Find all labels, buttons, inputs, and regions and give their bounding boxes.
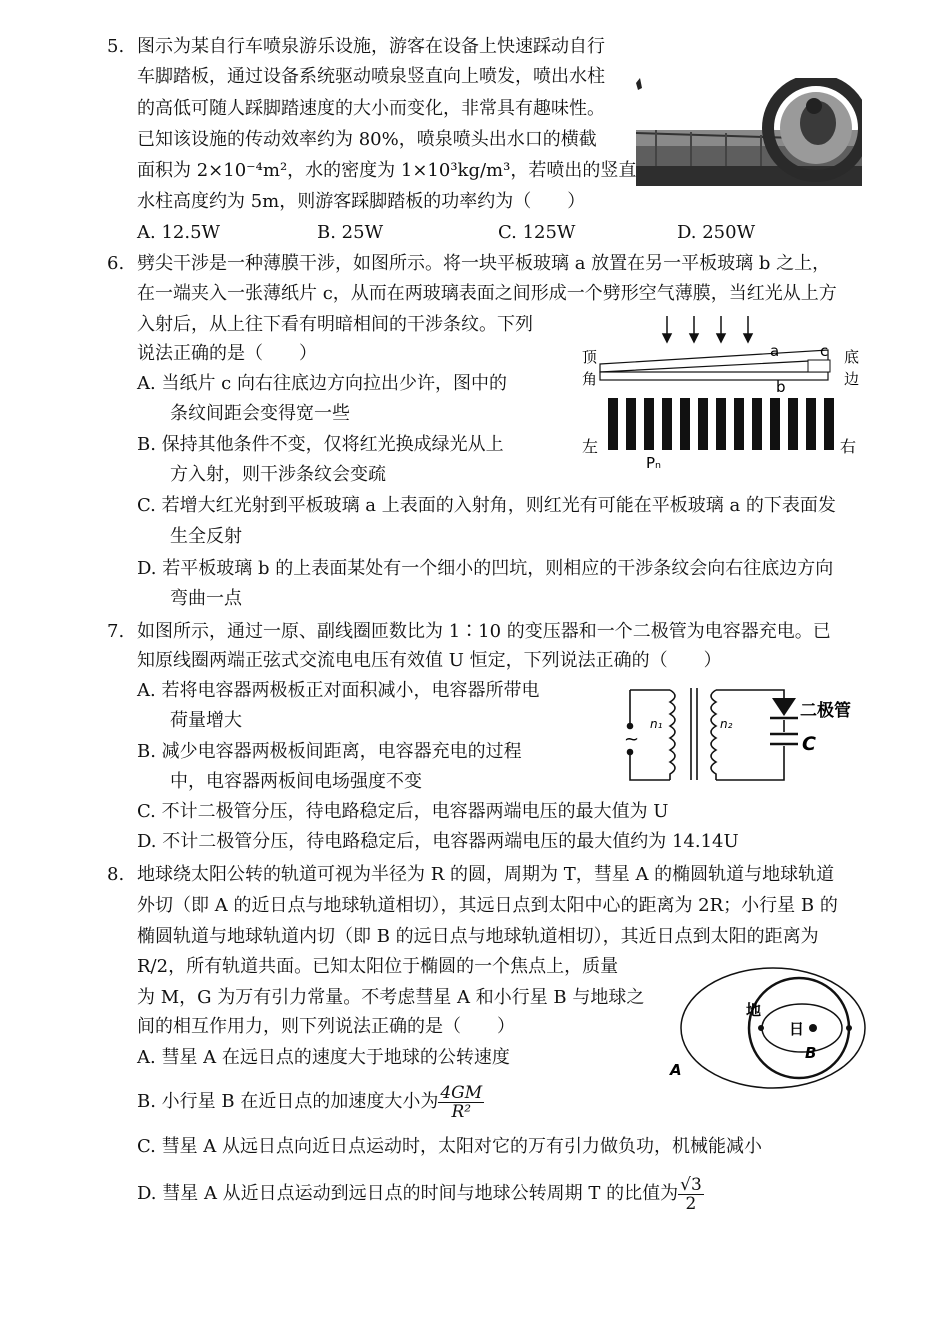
q5-line-2: 车脚踏板，通过设备系统驱动喷泉竖直向上喷发，喷出水柱 — [137, 66, 605, 87]
fringe-stripe — [806, 398, 816, 450]
label-top-corner-1: 顶 — [582, 348, 598, 366]
q6-line-2: 在一端夹入一张薄纸片 c，从而在两玻璃表面之间形成一个劈形空气薄膜，当红光从上方 — [137, 283, 837, 304]
q6-line-4: 说法正确的是（ ） — [137, 343, 317, 364]
incident-light-arrows — [663, 316, 752, 342]
q6-option-c: C. 若增大红光射到平板玻璃 a 上表面的入射角，则红光有可能在平板玻璃 a 的下表面发 — [137, 495, 836, 516]
transformer-circuit-figure — [612, 676, 862, 788]
q6-option-a-cont: 条纹间距会变得宽一些 — [170, 403, 350, 424]
label-a: A — [670, 1061, 682, 1079]
q7-option-d: D. 不计二极管分压，待电路稳定后，电容器两端电压的最大值约为 14.14U — [137, 831, 739, 852]
ac-source-icon: ~ — [624, 729, 640, 750]
q5-option-d: D. 250W — [677, 222, 756, 243]
q8-option-a: A. 彗星 A 在远日点的速度大于地球的公转速度 — [137, 1047, 510, 1068]
q5-line-3: 的高低可随人踩脚踏速度的大小而变化，非常具有趣味性。 — [137, 98, 605, 119]
label-bottom-edge-2: 边 — [844, 370, 860, 388]
label-b: b — [776, 378, 786, 396]
q8-option-b — [137, 1082, 484, 1122]
interference-fringes — [608, 398, 834, 450]
q8-option-b-fraction — [438, 1084, 484, 1121]
fringe-stripe — [662, 398, 672, 450]
fringe-stripe — [752, 398, 762, 450]
q8-option-d-numerator: √3 — [680, 1174, 702, 1195]
label-right: 右 — [840, 437, 857, 456]
earth-point-left — [758, 1025, 764, 1031]
q8-line-1: 地球绕太阳公转的轨道可视为半径为 R 的圆，周期为 T，彗星 A 的椭圆轨道与地球轨道 — [137, 864, 835, 885]
q7-line-1: 如图所示，通过一原、副线圈匝数比为 1∶10 的变压器和一个二极管为电容器充电。已 — [137, 621, 831, 642]
q8-option-d-fraction — [678, 1176, 704, 1213]
bicycle-fountain-photo — [636, 78, 862, 186]
label-n1: n₁ — [650, 717, 663, 731]
orbit-figure — [664, 965, 869, 1095]
q5-option-b: B. 25W — [317, 222, 384, 243]
q5-option-c: C. 125W — [498, 222, 576, 243]
glass-plate-a — [600, 350, 828, 372]
label-n2: n₂ — [720, 717, 733, 731]
label-pn: Pₙ — [646, 454, 662, 472]
glass-plate-b — [600, 372, 828, 380]
q7-number: 7. — [107, 621, 125, 642]
q5-line-4: 已知该设施的传动效率约为 80%，喷泉喷头出水口的横截 — [137, 129, 597, 150]
fringe-stripe — [680, 398, 690, 450]
fringe-stripe — [770, 398, 780, 450]
primary-coil — [670, 690, 675, 780]
q5-line-5: 面积为 2×10⁻⁴m²，水的密度为 1×10³kg/m³，若喷出的竖直 — [137, 160, 637, 181]
q6-option-b-cont: 方入射，则干涉条纹会变疏 — [170, 464, 386, 485]
q6-line-3: 入射后，从上往下看有明暗相间的干涉条纹。下列 — [137, 314, 533, 335]
q5-number: 5. — [107, 36, 125, 57]
q6-number: 6. — [107, 253, 125, 274]
label-top-corner-2: 角 — [582, 370, 598, 388]
q8-line-5: 为 M，G 为万有引力常量。不考虑彗星 A 和小行星 B 与地球之 — [137, 987, 645, 1008]
q6-option-d-cont: 弯曲一点 — [170, 588, 242, 609]
label-a: a — [770, 342, 780, 360]
q7-option-a-cont: 荷量增大 — [170, 710, 242, 731]
label-earth: 地 — [746, 1001, 762, 1019]
q8-line-3: 椭圆轨道与地球轨道内切（即 B 的远日点与地球轨道相切），其近日点到太阳的距离为 — [137, 926, 819, 947]
fringe-stripe — [788, 398, 798, 450]
q8-option-c: C. 彗星 A 从远日点向近日点运动时，太阳对它的万有引力做负功，机械能减小 — [137, 1136, 763, 1157]
fringe-stripe — [824, 398, 834, 450]
q5-line-6: 水柱高度约为 5m，则游客踩脚踏板的功率约为（ ） — [137, 191, 586, 212]
fringe-stripe — [698, 398, 708, 450]
q8-line-4: R/2，所有轨道共面。已知太阳位于椭圆的一个焦点上，质量 — [137, 956, 619, 977]
label-sun: 日 — [789, 1020, 805, 1038]
q6-option-c-cont: 生全反射 — [170, 526, 242, 547]
q7-option-b-cont: 中，电容器两板间电场强度不变 — [170, 771, 422, 792]
q7-line-2: 知原线圈两端正弦式交流电电压有效值 U 恒定，下列说法正确的（ ） — [137, 650, 722, 671]
label-capacitor: C — [802, 733, 816, 755]
fringe-stripe — [644, 398, 654, 450]
q6-option-d: D. 若平板玻璃 b 的上表面某处有一个细小的凹坑，则相应的干涉条纹会向右往底边方向 — [137, 558, 834, 579]
sun-dot — [809, 1024, 817, 1032]
fringe-stripe — [608, 398, 618, 450]
label-left: 左 — [582, 437, 599, 456]
label-b: B — [805, 1044, 817, 1062]
label-c: c — [820, 342, 829, 360]
q5-option-a: A. 12.5W — [137, 222, 221, 243]
q8-option-d — [137, 1172, 704, 1216]
q6-option-b: B. 保持其他条件不变，仅将红光换成绿光从上 — [137, 434, 504, 455]
q6-line-1: 劈尖干涉是一种薄膜干涉，如图所示。将一块平板玻璃 a 放置在另一平板玻璃 b 之上， — [137, 253, 831, 274]
q7-option-c: C. 不计二极管分压，待电路稳定后，电容器两端电压的最大值为 U — [137, 801, 669, 822]
q8-option-d-denominator: 2 — [685, 1193, 697, 1214]
q6-option-a: A. 当纸片 c 向右往底边方向拉出少许，图中的 — [137, 373, 507, 394]
q8-option-b-denominator: R² — [451, 1101, 472, 1122]
secondary-coil — [711, 690, 716, 780]
paper-c — [808, 360, 830, 372]
q8-line-2: 外切（即 A 的近日点与地球轨道相切），其远日点到太阳中心的距离为 2R；小行星 B 的 — [137, 895, 838, 916]
earth-point-right — [846, 1025, 852, 1031]
q8-option-b-text: B. 小行星 B 在近日点的加速度大小为 — [137, 1091, 439, 1112]
q8-line-6: 间的相互作用力，则下列说法正确的是（ ） — [137, 1016, 515, 1037]
diode-symbol — [772, 698, 796, 716]
fringe-stripe — [626, 398, 636, 450]
q8-option-d-text: D. 彗星 A 从近日点运动到远日点的时间与地球公转周期 T 的比值为 — [137, 1183, 679, 1204]
q8-option-b-numerator: 4GM — [440, 1082, 483, 1103]
label-bottom-edge-1: 底 — [844, 348, 860, 366]
q7-option-a: A. 若将电容器两极板正对面积减小，电容器所带电 — [137, 680, 540, 701]
wedge-interference-figure — [570, 312, 870, 472]
fringe-stripe — [734, 398, 744, 450]
q8-number: 8. — [107, 864, 125, 885]
q5-line-1: 图示为某自行车喷泉游乐设施，游客在设备上快速踩动自行 — [137, 36, 605, 57]
fringe-stripe — [716, 398, 726, 450]
q7-option-b: B. 减少电容器两极板间距离，电容器充电的过程 — [137, 741, 522, 762]
label-diode: 二极管 — [800, 701, 851, 721]
